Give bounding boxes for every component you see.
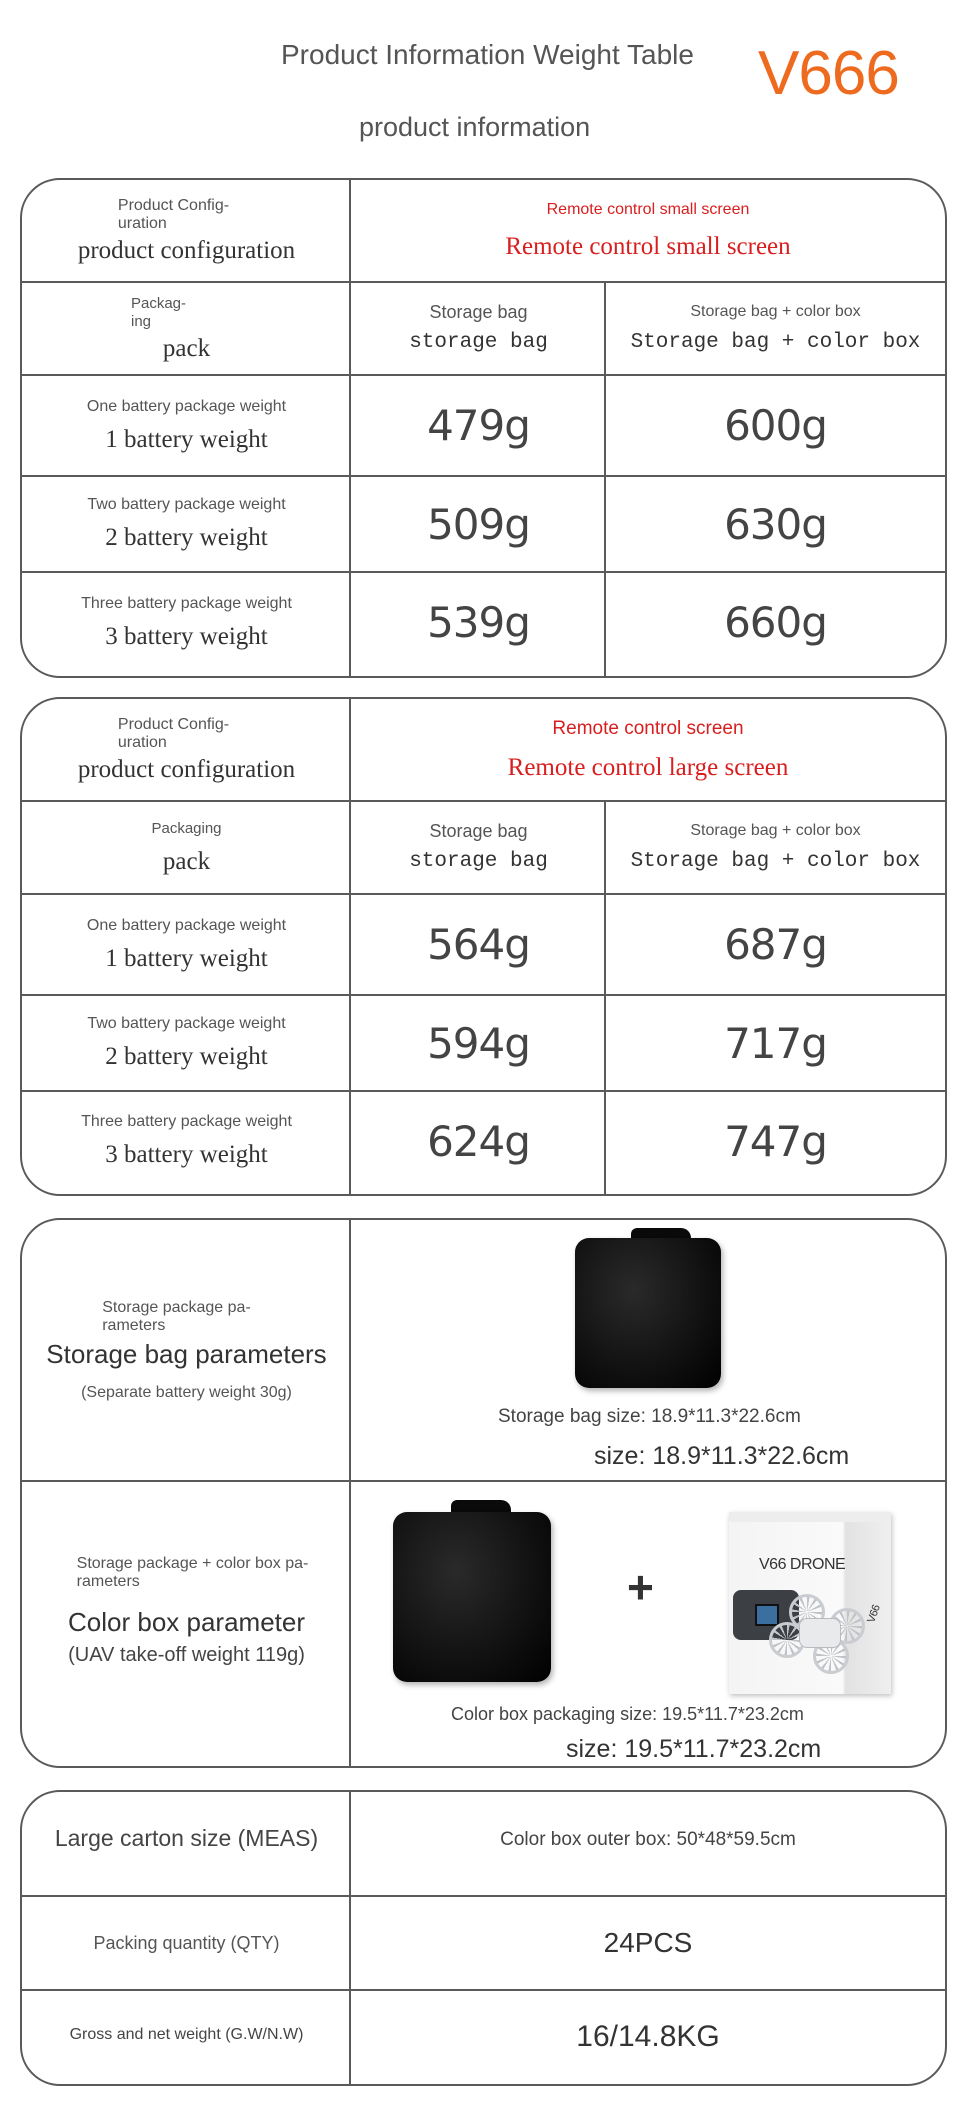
pack-header-row: [22, 281, 945, 374]
row-label-small: One battery package weight: [86, 916, 287, 934]
gross-net-weight-value: 16/14.8KG: [576, 2019, 720, 2053]
storage-bag-weight-cell: [351, 1092, 606, 1196]
weight-value: 594g: [427, 1018, 530, 1068]
carton-label-cell: [22, 1991, 351, 2086]
weight-value: 600g: [724, 401, 827, 450]
drone-body: [799, 1618, 841, 1648]
config-label-large: product configuration: [77, 236, 296, 264]
carton-size-label: Large carton size (MEAS): [54, 1825, 319, 1851]
storage-bag-size-large: size: 18.9*11.3*22.6cm: [594, 1442, 850, 1470]
config-label-large: product configuration: [77, 755, 296, 783]
page-title: Product Information Weight Table: [281, 39, 694, 70]
row-label-large: 2 battery weight: [105, 1043, 268, 1070]
row-label-small: Three battery package weight: [81, 594, 292, 612]
table-row: [22, 994, 945, 1090]
page-subtitle: product information: [359, 112, 591, 142]
packaging-parameters-table: [20, 1218, 947, 1768]
gross-net-weight-label: Gross and net weight (G.W/N.W): [69, 2025, 304, 2043]
color-box-note: (UAV take-off weight 119g): [68, 1644, 305, 1666]
col-storage-bag-large: storage bag: [409, 331, 548, 354]
row-label-cell: [22, 1092, 351, 1196]
col-storage-bag-header: [351, 802, 606, 893]
config-value-small: Remote control screen: [552, 717, 744, 739]
storage-bag-weight-cell: [351, 895, 606, 994]
carton-label-cell: [22, 1897, 351, 1989]
col-storage-color-box-large: Storage bag + color box: [630, 850, 921, 873]
config-value-small: Remote control small screen: [546, 200, 750, 218]
packing-quantity-label: Packing quantity (QTY): [93, 1932, 280, 1953]
storage-bag-image: [393, 1512, 551, 1682]
col-storage-color-box-large: Storage bag + color box: [630, 331, 921, 354]
color-box-image-cell: [351, 1482, 945, 1768]
remote-screen: [755, 1604, 779, 1626]
pack-label-large: pack: [162, 847, 211, 875]
storage-bag-weight-cell: [351, 376, 606, 475]
storage-bag-label-large: Storage bag parameters: [46, 1338, 327, 1369]
row-label-small: Three battery package weight: [81, 1113, 292, 1130]
box-side-logo: V66: [865, 1603, 883, 1625]
carton-value-cell: [351, 1792, 945, 1895]
weight-value: 509g: [427, 499, 530, 549]
col-storage-color-box-header: [606, 283, 945, 374]
weight-value: 660g: [724, 598, 827, 647]
pack-label-small: Packag- ing: [130, 294, 187, 330]
row-label-cell: [22, 477, 351, 571]
row-label-large: 2 battery weight: [105, 524, 268, 551]
carton-table: [20, 1790, 947, 2086]
row-label-large: 3 battery weight: [105, 1141, 268, 1168]
packing-quantity-value: 24PCS: [603, 1927, 693, 1958]
color-box-weight-cell: [606, 996, 945, 1090]
row-label-cell: [22, 996, 351, 1090]
table-row: [22, 374, 945, 475]
col-storage-color-box-header: [606, 802, 945, 893]
table-row: [22, 893, 945, 994]
config-value-large: Remote control large screen: [507, 753, 789, 781]
table-row: [22, 1090, 945, 1196]
carton-size-value: Color box outer box: 50*48*59.5cm: [500, 1828, 796, 1850]
storage-bag-note: (Separate battery weight 30g): [81, 1383, 292, 1401]
storage-bag-weight-cell: [351, 573, 606, 678]
pack-label-cell: [22, 283, 351, 374]
storage-bag-image: [575, 1238, 721, 1388]
config-value-cell: [351, 699, 945, 800]
col-storage-color-box-small: Storage bag + color box: [690, 303, 861, 320]
table-row: [22, 1989, 945, 2086]
brand-model: V666: [758, 39, 899, 108]
pack-label-large: pack: [162, 334, 211, 362]
table-row: [22, 475, 945, 571]
color-box-size-small: Color box packaging size: 19.5*11.7*23.2cm: [451, 1704, 804, 1724]
carton-label-cell: [22, 1792, 351, 1895]
color-box-label-cell: [22, 1482, 351, 1768]
col-storage-bag-small: Storage bag: [429, 821, 528, 841]
storage-bag-weight-cell: [351, 477, 606, 571]
color-box-label-large: Color box parameter: [68, 1607, 305, 1637]
color-box-row: [22, 1480, 945, 1768]
table-row: [22, 1792, 945, 1895]
weight-table-small-screen: [20, 178, 947, 678]
config-row: [22, 180, 945, 281]
box-logo: V66 DRONE: [759, 1556, 846, 1573]
color-box-weight-cell: [606, 895, 945, 994]
storage-bag-label-cell: [22, 1220, 351, 1480]
color-box-weight-cell: [606, 376, 945, 475]
row-label-small: Two battery package weight: [87, 1015, 286, 1032]
weight-value: 717g: [724, 1018, 827, 1068]
config-label-cell: [22, 180, 351, 281]
row-label-cell: [22, 573, 351, 678]
row-label-small: Two battery package weight: [87, 496, 286, 513]
weight-table-large-screen: [20, 697, 947, 1196]
config-value-large: Remote control small screen: [505, 232, 791, 260]
color-box-weight-cell: [606, 477, 945, 571]
row-label-cell: [22, 376, 351, 475]
col-storage-bag-small: Storage bag: [429, 302, 528, 322]
storage-bag-label-small: Storage package pa- rameters: [102, 1298, 251, 1334]
weight-value: 539g: [427, 598, 530, 647]
config-label-cell: [22, 699, 351, 800]
row-label-small: One battery package weight: [86, 397, 287, 415]
row-label-cell: [22, 895, 351, 994]
row-label-large: 1 battery weight: [105, 425, 268, 453]
weight-value: 630g: [724, 499, 827, 549]
color-box-image: [729, 1512, 891, 1694]
weight-value: 624g: [427, 1116, 530, 1166]
row-label-large: 3 battery weight: [105, 622, 268, 650]
config-row: [22, 699, 945, 800]
box-top: [729, 1512, 891, 1522]
weight-value: 564g: [427, 920, 530, 969]
col-storage-color-box-small: Storage bag + color box: [690, 822, 861, 839]
config-label-small: Product Config- uration: [117, 715, 230, 751]
color-box-weight-cell: [606, 1092, 945, 1196]
weight-value: 747g: [724, 1116, 827, 1166]
pack-label-cell: [22, 802, 351, 893]
pack-label-small: Packaging: [151, 819, 222, 837]
table-row: [22, 1895, 945, 1989]
col-storage-bag-header: [351, 283, 606, 374]
carton-value-cell: [351, 1991, 945, 2086]
config-label-small: Product Config- uration: [117, 196, 230, 232]
config-value-cell: [351, 180, 945, 281]
carton-value-cell: [351, 1897, 945, 1989]
table-row: [22, 571, 945, 678]
pack-header-row: [22, 800, 945, 893]
storage-bag-image-cell: [351, 1220, 945, 1480]
storage-bag-row: [22, 1220, 945, 1480]
weight-value: 479g: [427, 401, 530, 450]
storage-bag-size-small: Storage bag size: 18.9*11.3*22.6cm: [498, 1406, 801, 1427]
plus-icon: +: [627, 1561, 654, 1613]
row-label-large: 1 battery weight: [105, 944, 268, 972]
color-box-weight-cell: [606, 573, 945, 678]
col-storage-bag-large: storage bag: [409, 850, 548, 873]
color-box-label-small: Storage package + color box pa- rameters: [76, 1555, 309, 1590]
storage-bag-weight-cell: [351, 996, 606, 1090]
weight-value: 687g: [724, 920, 827, 969]
color-box-size-large: size: 19.5*11.7*23.2cm: [566, 1735, 822, 1763]
